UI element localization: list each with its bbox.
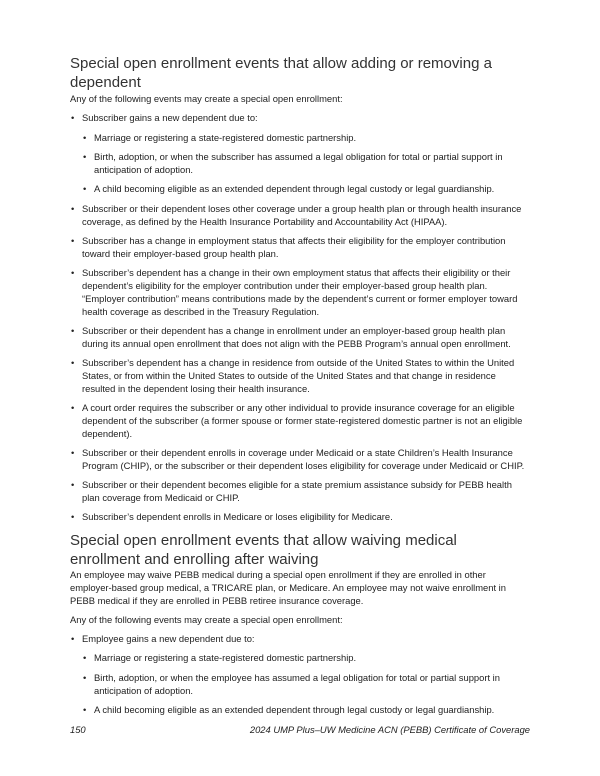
document-page <box>70 54 530 717</box>
list-item: • Subscriber’s dependent has a change in their own employment status that affects their eligibility or their dependent’s eligibility for the employer contribution under their employer-based group health plan. “Employer contribution” means contributions made by the dependent’s current or former employer toward health coverage as described in the Treasury Regulation. <box>70 267 530 318</box>
section-heading-adding-removing-dependent: Special open enrollment events that allow adding or removing a dependent <box>70 55 492 91</box>
page-number: 150 <box>70 724 86 735</box>
list-item: • Subscriber or their dependent loses other coverage under a group health plan or through health insurance coverage, as defined by the Health Insurance Portability and Accountability Act (HIPAA). <box>70 203 530 229</box>
document-title: 2024 UMP Plus–UW Medicine ACN (PEBB) Certificate of Coverage <box>249 724 530 735</box>
list-item: • A court order requires the subscriber or any other individual to provide insurance coverage for an eligible dependent of the subscriber (a former spouse or former state-registered domestic partner is not an eligible dependent). <box>70 402 530 440</box>
page-footer <box>70 724 530 735</box>
list-item: • Subscriber or their dependent enrolls in coverage under Medicaid or a state Children’s Health Insurance Program (CHIP), or the subscriber or their dependent loses eligibility for coverage under Medicaid or CHIP. <box>70 447 530 473</box>
events-list <box>70 633 530 717</box>
list-item: • Subscriber or their dependent becomes eligible for a state premium assistance subsidy for PEBB health plan coverage from Medicaid or CHIP. <box>70 479 530 505</box>
list-item: • Subscriber or their dependent has a change in enrollment under an employer-based group health plan during its annual open enrollment that does not align with the PEBB Program’s annual open enrollment. <box>70 325 530 351</box>
sub-list-item: • Birth, adoption, or when the subscriber has assumed a legal obligation for total or partial support in anticipation of adoption. <box>82 151 530 177</box>
events-list <box>70 112 530 524</box>
section-heading-waiving-enrollment: Special open enrollment events that allow waiving medical enrollment and enrolling after waiving <box>70 532 457 569</box>
section-intro: Any of the following events may create a special open enrollment: <box>70 93 343 104</box>
sub-list <box>82 132 530 196</box>
list-item: • Subscriber has a change in employment status that affects their eligibility for the employer contribution toward their employer-based group health plan. <box>70 235 530 261</box>
sub-list-item: • Marriage or registering a state-registered domestic partnership. <box>82 652 530 665</box>
section-paragraph: Any of the following events may create a special open enrollment: <box>70 613 343 625</box>
sub-list-item: • Marriage or registering a state-registered domestic partnership. <box>82 132 530 145</box>
section-paragraph: An employee may waive PEBB medical during a special open enrollment if they are enrolled in other employer-based group medical, a TRICARE plan, or Medicare. An employee may not waive enrollment in PEBB medical if they are enrolled in PEBB retiree insurance coverage. <box>70 569 506 606</box>
sub-list <box>82 652 530 716</box>
list-item: • Employee gains a new dependent due to: • Marriage or registering a state-registered domestic partnership. • Birth, adoption, or when the employee has assumed a legal obligation for total or partial support in anticipation of adoption. • A child becoming eligible as an extended dependent through legal custody or legal guardianship. <box>70 633 530 717</box>
list-item: • Subscriber gains a new dependent due to: • Marriage or registering a state-registered domestic partnership. • Birth, adoption, or when the subscriber has assumed a legal obligation for total or partial support in anticipation of adoption. • A child becoming eligible as an extended dependent through legal custody or legal guardianship. <box>70 112 530 196</box>
sub-list-item: • Birth, adoption, or when the employee has assumed a legal obligation for total or partial support in anticipation of adoption. <box>82 672 530 698</box>
sub-list-item: • A child becoming eligible as an extended dependent through legal custody or legal guardianship. <box>82 183 530 196</box>
sub-list-item: • A child becoming eligible as an extended dependent through legal custody or legal guardianship. <box>82 704 530 717</box>
list-item: • Subscriber’s dependent has a change in residence from outside of the United States to within the United States, or from within the United States to outside of the United States and that change in residence resulted in the dependent losing their health insurance. <box>70 357 530 395</box>
list-item: • Subscriber’s dependent enrolls in Medicare or loses eligibility for Medicare. <box>70 511 530 524</box>
